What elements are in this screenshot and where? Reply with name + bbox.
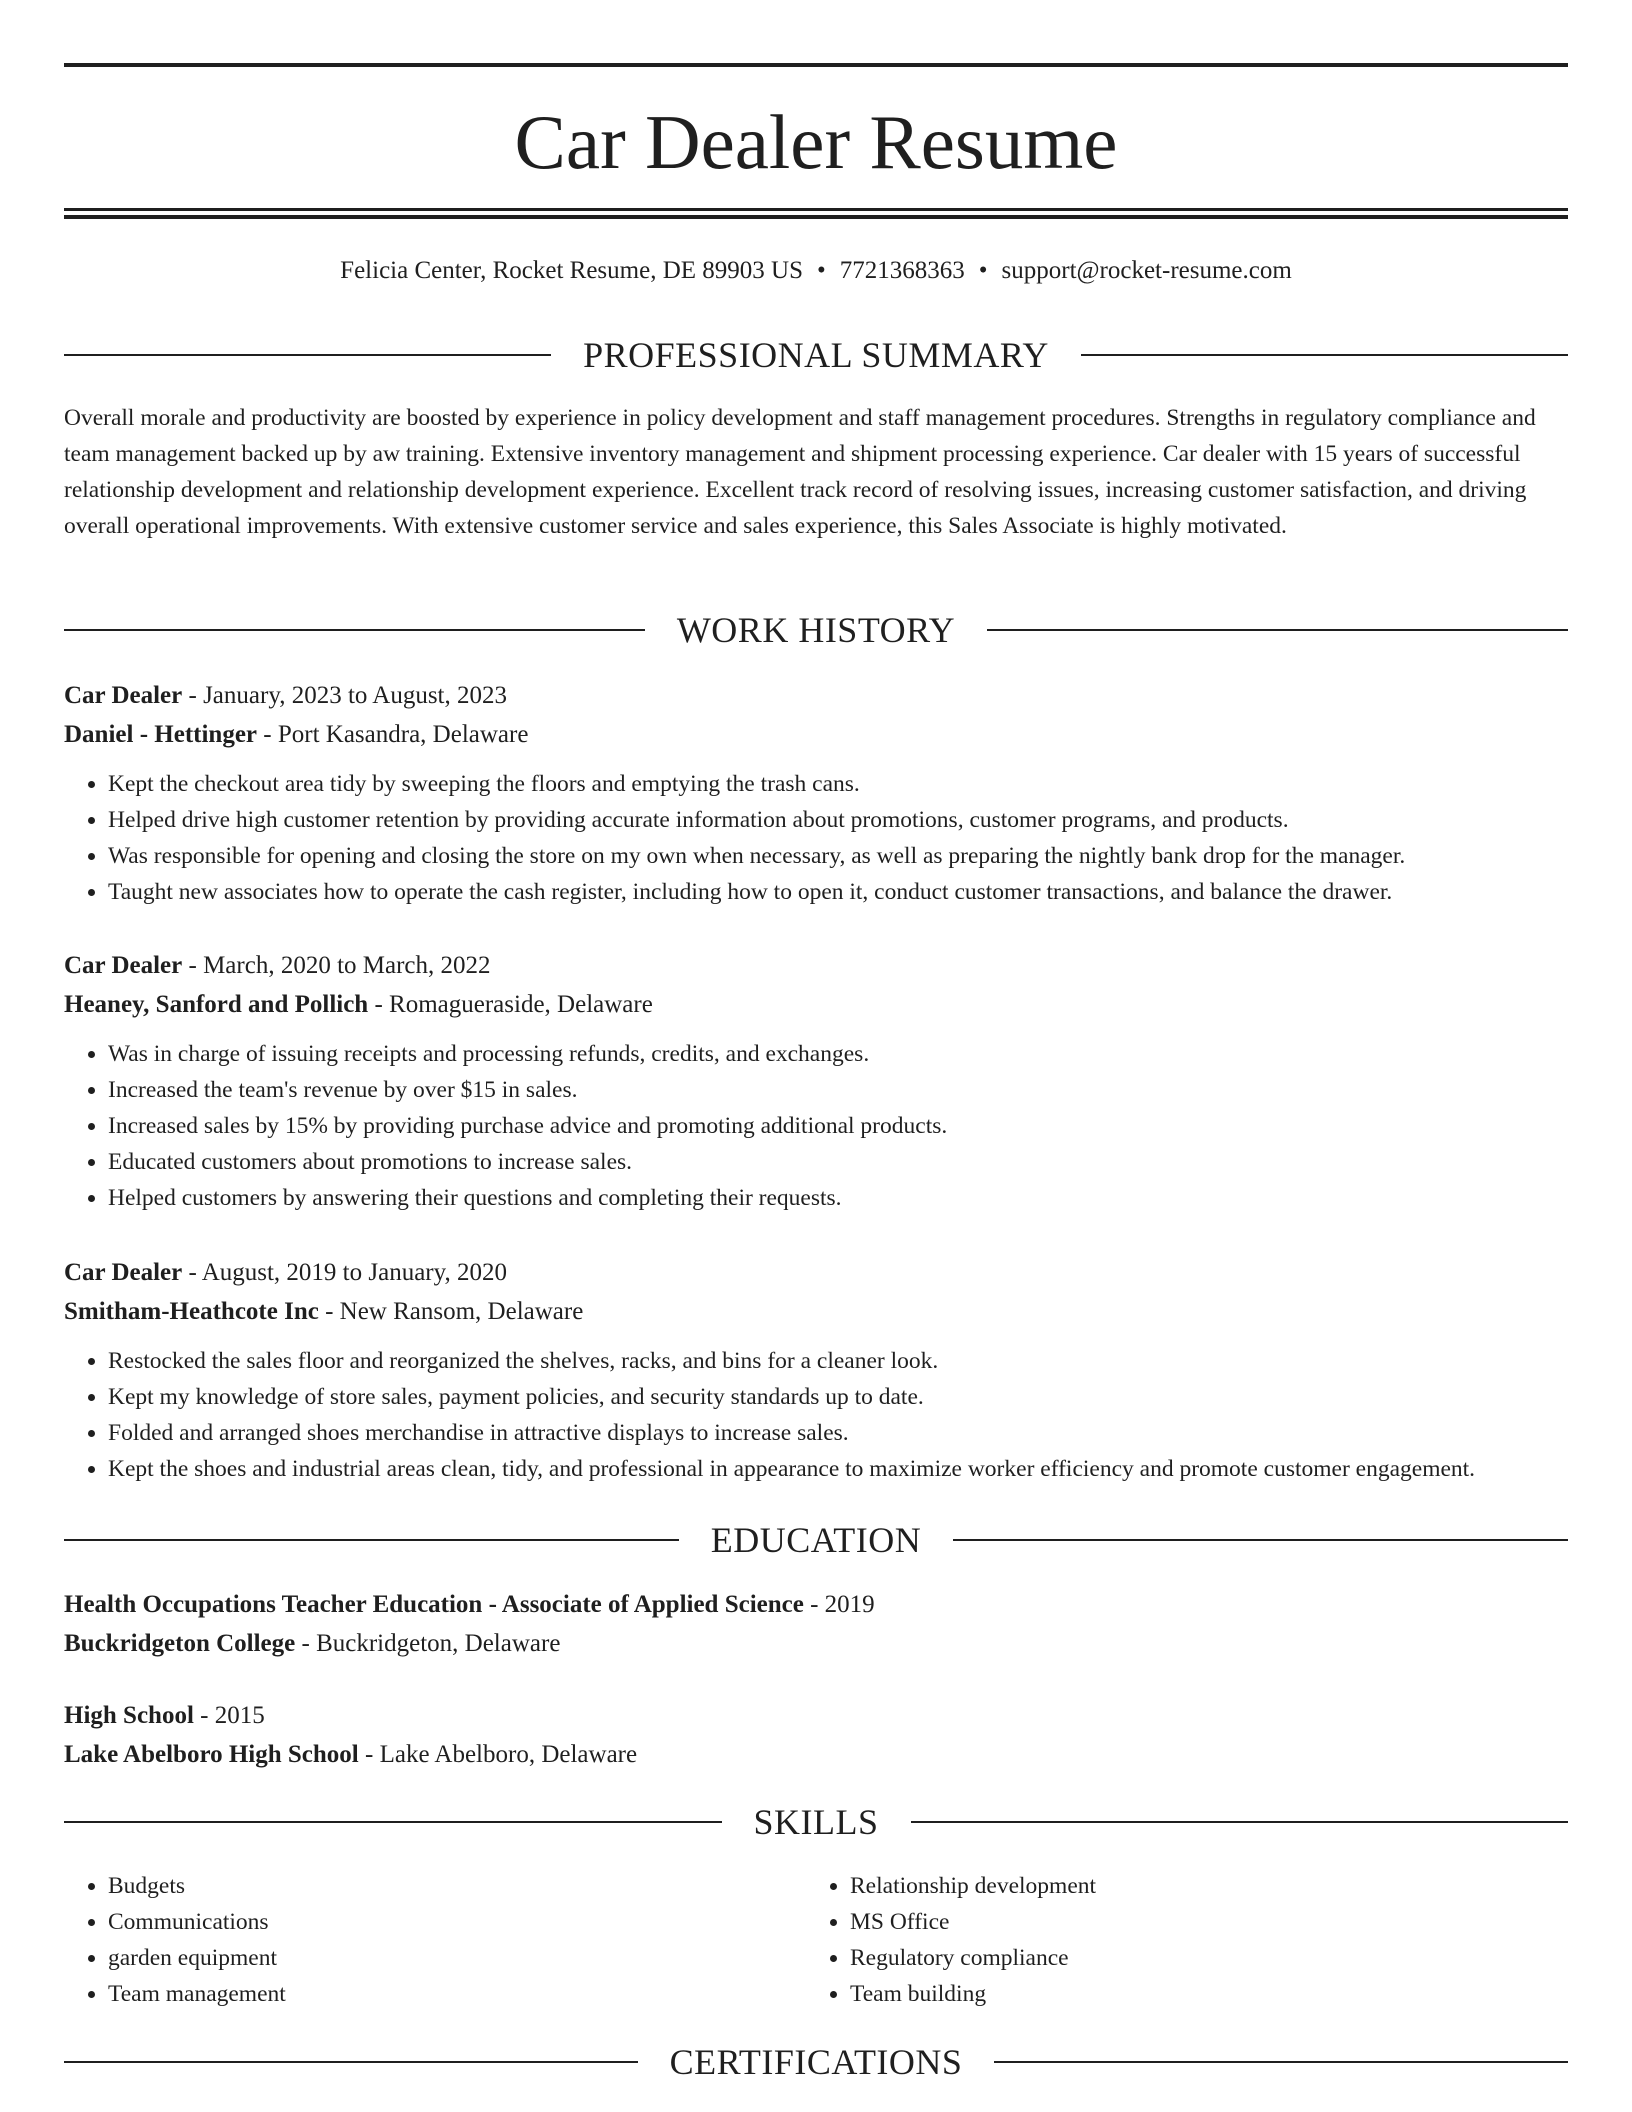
job-location: - Romagueraside, Delaware (368, 991, 653, 1018)
list-item: • Helped drive high customer retention by providing accurate information about promotions, customer programs, and products. (108, 802, 1568, 838)
skill-item: • Communications (108, 1904, 806, 1940)
contact-separator: • (978, 257, 988, 284)
list-item: • Educated customers about promotions to increase sales. (108, 1144, 1568, 1180)
heading-rule (64, 354, 551, 356)
skills-list (64, 1868, 1568, 2012)
school-name: Buckridgeton College (64, 1630, 296, 1657)
list-item: • Was responsible for opening and closing the store on my own when necessary, as well as preparing the nightly bank drop for the manager. (108, 838, 1568, 874)
skill-item: • Team building (850, 1976, 1548, 2012)
heading-rule (64, 2061, 638, 2063)
resume-title: Car Dealer Resume (514, 99, 1118, 185)
heading-rule (64, 1821, 722, 1823)
section-title-work: WORK HISTORY (676, 610, 956, 650)
section-title-skills: SKILLS (753, 1802, 879, 1842)
list-item: • Kept the shoes and industrial areas clean, tidy, and professional in appearance to maximize worker efficiency and promote customer engagement. (108, 1451, 1568, 1487)
skill-item: • Budgets (108, 1868, 806, 1904)
contact-phone: 7721368363 (839, 257, 965, 284)
heading-rule (994, 2061, 1568, 2063)
job-title: Car Dealer (64, 682, 183, 709)
job-location: - New Ransom, Delaware (318, 1298, 584, 1325)
graduation-year: - 2015 (193, 1702, 265, 1729)
company-name: Heaney, Sanford and Pollich (64, 991, 369, 1018)
company-name: Smitham-Heathcote Inc (64, 1298, 319, 1325)
list-item: • Increased sales by 15% by providing purchase advice and promoting additional products. (108, 1108, 1568, 1144)
degree-name: High School (64, 1702, 194, 1729)
section-title-certifications: CERTIFICATIONS (669, 2042, 963, 2082)
job-bullets (64, 766, 1568, 910)
work-entry (64, 1253, 1568, 1487)
list-item: • Helped customers by answering their questions and completing their requests. (108, 1180, 1568, 1216)
contact-email: support@rocket-resume.com (1001, 257, 1292, 284)
skill-item: • Regulatory compliance (850, 1940, 1548, 1976)
top-rule (64, 63, 1568, 67)
skills-column-left (64, 1868, 806, 2012)
graduation-year: - 2019 (803, 1591, 875, 1618)
heading-rule (953, 1539, 1568, 1541)
contact-address: Felicia Center, Rocket Resume, DE 89903 US (340, 257, 803, 284)
section-heading-education (64, 1518, 1568, 1562)
job-location: - Port Kasandra, Delaware (257, 721, 529, 748)
school-location: - Buckridgeton, Delaware (295, 1630, 561, 1657)
education-entry (64, 1585, 1568, 1663)
double-rule (64, 208, 1568, 219)
work-entry (64, 676, 1568, 910)
list-item: • Increased the team's revenue by over $15 in sales. (108, 1072, 1568, 1108)
list-item: • Kept the checkout area tidy by sweeping the floors and emptying the trash cans. (108, 766, 1568, 802)
section-heading-summary (64, 333, 1568, 377)
heading-rule (64, 629, 645, 631)
skill-item: • Relationship development (850, 1868, 1548, 1904)
education-entry (64, 1696, 1568, 1774)
contact-separator: • (816, 257, 826, 284)
heading-rule (64, 1539, 679, 1541)
skill-item: • Team management (108, 1976, 806, 2012)
heading-rule (987, 629, 1568, 631)
degree-name: Health Occupations Teacher Education - Associate of Applied Science (64, 1591, 804, 1618)
skill-item: • garden equipment (108, 1940, 806, 1976)
job-bullets (64, 1343, 1568, 1487)
section-heading-certifications (64, 2040, 1568, 2084)
list-item: • Taught new associates how to operate the cash register, including how to open it, conduct customer transactions, and balance the drawer. (108, 874, 1568, 910)
heading-rule (1081, 354, 1568, 356)
list-item: • Restocked the sales floor and reorganized the shelves, racks, and bins for a cleaner look. (108, 1343, 1568, 1379)
school-location: - Lake Abelboro, Delaware (358, 1741, 638, 1768)
summary-paragraph: Overall morale and productivity are boosted by experience in policy development and staff management procedures. Strengths in regulatory compliance and team management backed up by aw training. Extensive inventory management and shipment processing experience. Car dealer with 15 years of successful relationship development and relationship development experience. Excellent track record of resolving issues, increasing customer satisfaction, and driving overall operational improvements. With extensive customer service and sales experience, this Sales Associate is highly motivated. (64, 405, 1536, 539)
job-title: Car Dealer (64, 952, 183, 979)
heading-rule (911, 1821, 1569, 1823)
job-dates: - August, 2019 to January, 2020 (182, 1259, 507, 1286)
job-title: Car Dealer (64, 1259, 183, 1286)
list-item: • Was in charge of issuing receipts and processing refunds, credits, and exchanges. (108, 1036, 1568, 1072)
work-entry (64, 946, 1568, 1216)
section-heading-work (64, 608, 1568, 652)
job-dates: - January, 2023 to August, 2023 (182, 682, 507, 709)
section-title-education: EDUCATION (710, 1520, 922, 1560)
job-dates: - March, 2020 to March, 2022 (182, 952, 491, 979)
section-heading-skills (64, 1800, 1568, 1844)
section-title-summary: PROFESSIONAL SUMMARY (583, 335, 1049, 375)
school-name: Lake Abelboro High School (64, 1741, 359, 1768)
job-bullets (64, 1036, 1568, 1216)
contact-line (64, 254, 1568, 288)
list-item: • Kept my knowledge of store sales, payment policies, and security standards up to date. (108, 1379, 1568, 1415)
skills-column-right (806, 1868, 1548, 2012)
skill-item: • MS Office (850, 1904, 1548, 1940)
list-item: • Folded and arranged shoes merchandise in attractive displays to increase sales. (108, 1415, 1568, 1451)
company-name: Daniel - Hettinger (64, 721, 258, 748)
